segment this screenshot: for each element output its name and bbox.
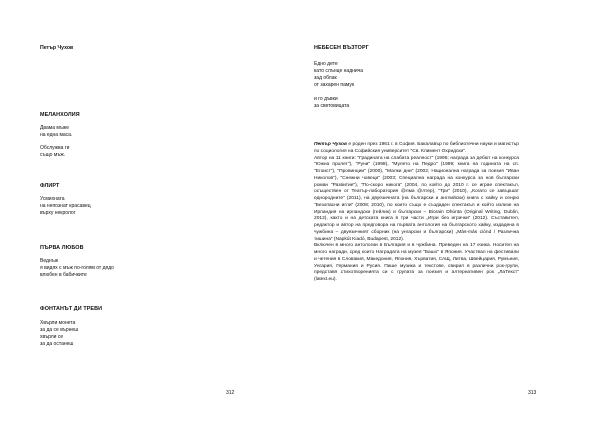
bio-paragraph: [314, 142, 519, 156]
poem-line: влюбен в бабичките: [40, 272, 87, 278]
author-name: Петър Чухов: [40, 45, 74, 51]
bio-author-name: Петър Чухов: [314, 142, 347, 147]
author-bio: [314, 142, 519, 284]
poem-line: я видях с мъж по-голям от дядо: [40, 265, 114, 271]
poem-title: ПЪРВА ЛЮБОВ: [40, 245, 84, 251]
bio-paragraph: Автор на 11 книги: "Градината на слабата реалност" (1995; награда за дебют на конкурса "Южна пролет"), "Руни" (1998), "Мулето на Педро" (1999; книга на годината на сп. "Егоист"), "Провинции" (2000), "Малки дни" (2002; Национална награда за поезия "Иван Николов"), "Снежни човеци" (2003; Специална награда на конкурса за нов български роман "Развитие"), "По-скоро никога" (2004, по който до 2010 г. се играе спектакъл, осъществен от Театър-лаборатория @лма @лтер), "Три" (2010), „Когато се завършат еднородните“ (2011), на двуезичната (на български и английски) книга с хайку и сенрю "Безопасни игли" (2008; 2010), по които също е създаден спектакъл и който излизе на Ирландия на ирландски (гейлик) и български – Biorain Dhúnta (Original Writing, Dublin, 2012), както и на детската книга в три части „Игри без играчки“ (2012). Съставител, редактор и автор на предговора на първата антология на българското хайку, издадена в чужбина – двуезичният сборник (на унгарски и български) „Más-más ciónd / Различна тишина“ (Napkút Kiadó, Budapest, 2012).: [314, 155, 519, 242]
poem-line: като слънце надничa: [314, 68, 364, 74]
right-page: [300, 0, 600, 423]
poem-line: на една маса.: [40, 132, 73, 138]
poem-line: зад облак: [314, 75, 337, 81]
poem-line: хвърли се: [40, 334, 64, 340]
poem-body: [40, 320, 78, 348]
poem-line: за световицата: [314, 103, 350, 109]
poem-line: за да останеш: [40, 341, 74, 347]
poem-line: Двама мъже: [40, 125, 70, 131]
poem-line: Обслужва ги: [40, 145, 70, 151]
poem-line: от захарен памук: [314, 82, 355, 88]
poem-title: ФЛИРТ: [40, 183, 60, 189]
poem-body: [40, 196, 91, 217]
bio-intro: е роден през 1961 г. в София. Бакалавър по библиотечни науки и магистър по социология на Софийския университет "Св. Климент Охридски".: [314, 142, 520, 154]
bio-paragraph: Включен в много антологии в България и в чужбина. Преведен на 17 езика. Носител на много награди, сред които Наградата на музея "Башо" в Япония. Участвал на фестивали и четения в Словакия, Македония, Япония, Хърватия, САЩ, Литва, Швейцария, Румъния, Унгария, Германия и Русия. Пише музика и текстове, свирил в различни рок-групи, представя стихотворенията си с групата за поезия и алтернативен рок „ЛаТекст" (latext.eu).: [314, 243, 519, 282]
page-number: 313: [528, 390, 537, 396]
poem-body: [314, 61, 363, 110]
poem-line: Усмихната: [40, 196, 65, 202]
poem-line: на непознат красавец: [40, 203, 91, 209]
poem-line: Веднъж: [40, 258, 59, 264]
poem-line: за да се върнеш: [40, 327, 79, 333]
poem-line: Едно дете: [314, 61, 338, 67]
poem-line: също мъж.: [40, 152, 66, 158]
poem-line: върху некролог: [40, 210, 76, 216]
poem-body: [40, 125, 72, 159]
poem-title: МЕЛАНХОЛИЯ: [40, 112, 80, 118]
poem-title: НЕБЕСЕН ВЪЗТОРГ: [314, 45, 369, 51]
poem-line: и го дъвки: [314, 96, 338, 102]
poem-title: ФОНТАНЪТ ДИ ТРЕВИ: [40, 306, 103, 312]
poem-line: Хвърли монета: [40, 320, 76, 326]
poem-body: [40, 258, 114, 279]
page-number: 312: [226, 390, 235, 396]
